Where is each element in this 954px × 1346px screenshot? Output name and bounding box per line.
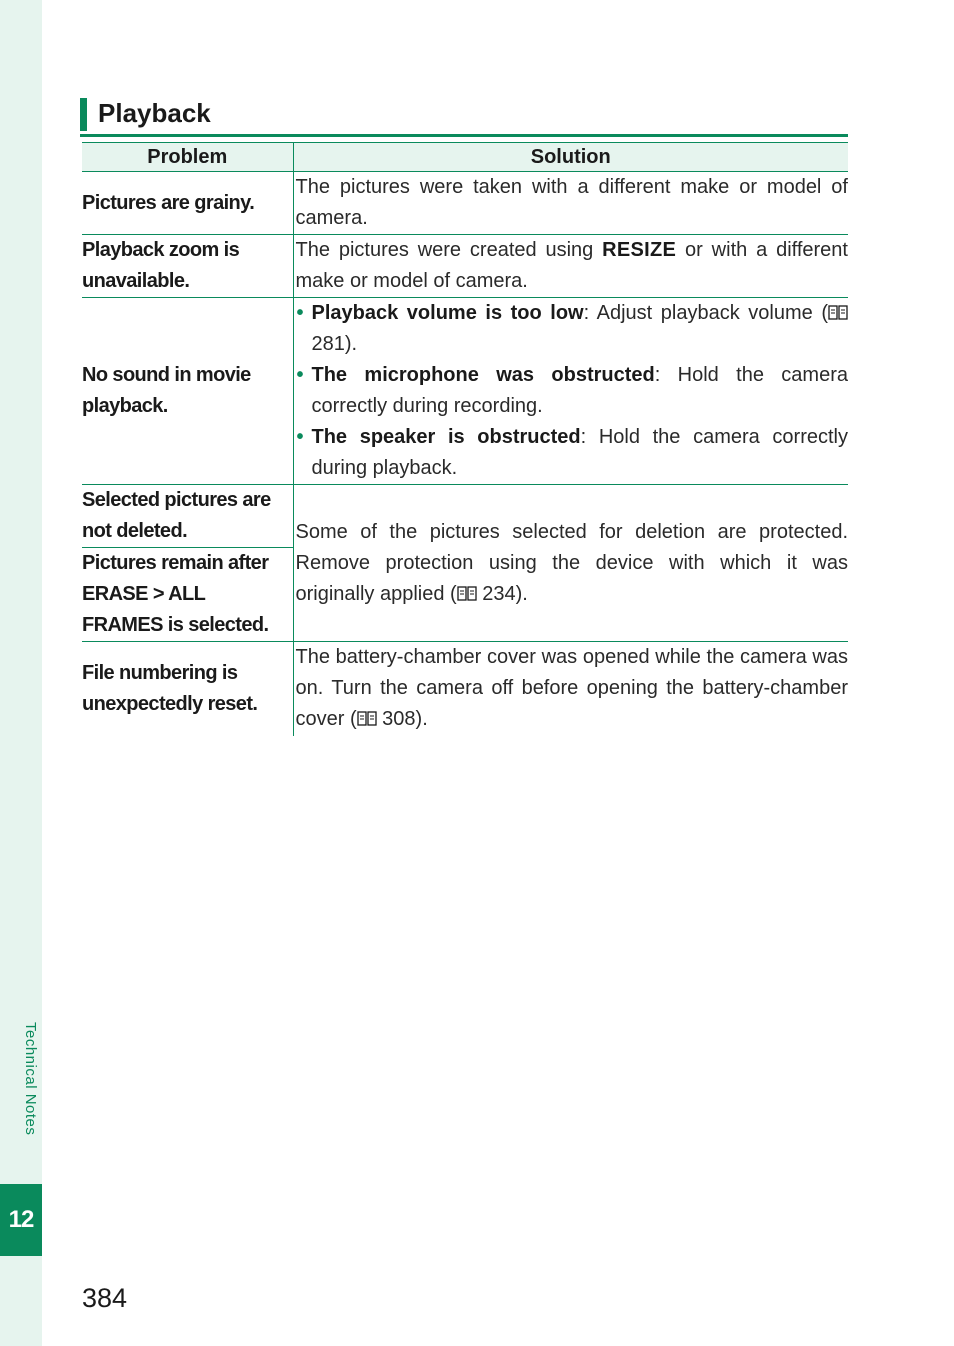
problem-cell: Selected pictures are not deleted. [82, 485, 293, 548]
page-ref: 281). [311, 333, 358, 355]
solution-text: or with a different make or model of camera. [295, 239, 848, 292]
table-row [82, 298, 848, 485]
table-header-row [82, 143, 848, 172]
book-icon [828, 305, 848, 320]
heading-accent-bar [80, 98, 87, 131]
list-item [296, 298, 849, 360]
section-heading [80, 98, 848, 137]
chapter-label: Technical Notes [22, 1022, 39, 1136]
book-icon [457, 586, 477, 601]
problem-cell: Pictures remain after ERASE > ALL FRAMES is selected. [82, 548, 293, 642]
page-ref: 308). [376, 708, 428, 731]
solution-bullet-list [296, 298, 849, 484]
page-number: 384 [82, 1283, 128, 1313]
table-row [82, 235, 848, 298]
solution-text: The battery-chamber cover was opened while the camera was on. Turn the camera off before opening the battery-chamber cover ( [295, 646, 848, 731]
bullet-icon: • [296, 426, 304, 448]
solution-cell [293, 642, 848, 736]
table-row [82, 485, 848, 548]
book-icon [357, 711, 377, 726]
solution-cell [293, 298, 848, 485]
problem-cell: No sound in movie playback. [82, 298, 293, 485]
solution-text: The pictures were created using [295, 239, 603, 261]
problem-cell: File numbering is unexpectedly reset. [82, 661, 258, 715]
bullet-bold-text: The microphone was obstructed [311, 364, 655, 386]
bullet-icon: • [296, 364, 304, 386]
solution-text: Some of the pictures selected for deletion are protected. Remove protection using the device with which it was originally applied ( [295, 520, 848, 605]
problem-cell: Playback zoom is unavailable. [82, 235, 293, 298]
problem-cell: Pictures are grainy. [82, 172, 293, 235]
bullet-text: : Hold the camera correctly during recording. [311, 364, 848, 417]
chapter-number-badge: 12 [0, 1184, 42, 1256]
table-row [82, 172, 848, 235]
bullet-text: : Hold the camera correctly during playback. [311, 426, 848, 479]
header-solution: Solution [293, 143, 848, 172]
menu-term: RESIZE [602, 239, 677, 261]
table-row [82, 642, 848, 736]
page-ref: 234). [476, 582, 528, 605]
solution-cell [293, 235, 848, 298]
list-item [296, 360, 849, 422]
solution-cell: The pictures were taken with a different make or model of camera. [293, 172, 848, 235]
list-item [296, 422, 849, 484]
header-problem: Problem [82, 143, 293, 172]
bullet-bold-text: The speaker is obstructed [311, 426, 581, 448]
bullet-bold-text: Playback volume is too low [311, 302, 584, 324]
bullet-icon: • [296, 302, 304, 324]
bullet-text: : Adjust playback volume ( [583, 302, 828, 324]
troubleshooting-table [82, 142, 848, 736]
solution-cell [293, 485, 848, 642]
section-title: Playback [98, 98, 211, 128]
